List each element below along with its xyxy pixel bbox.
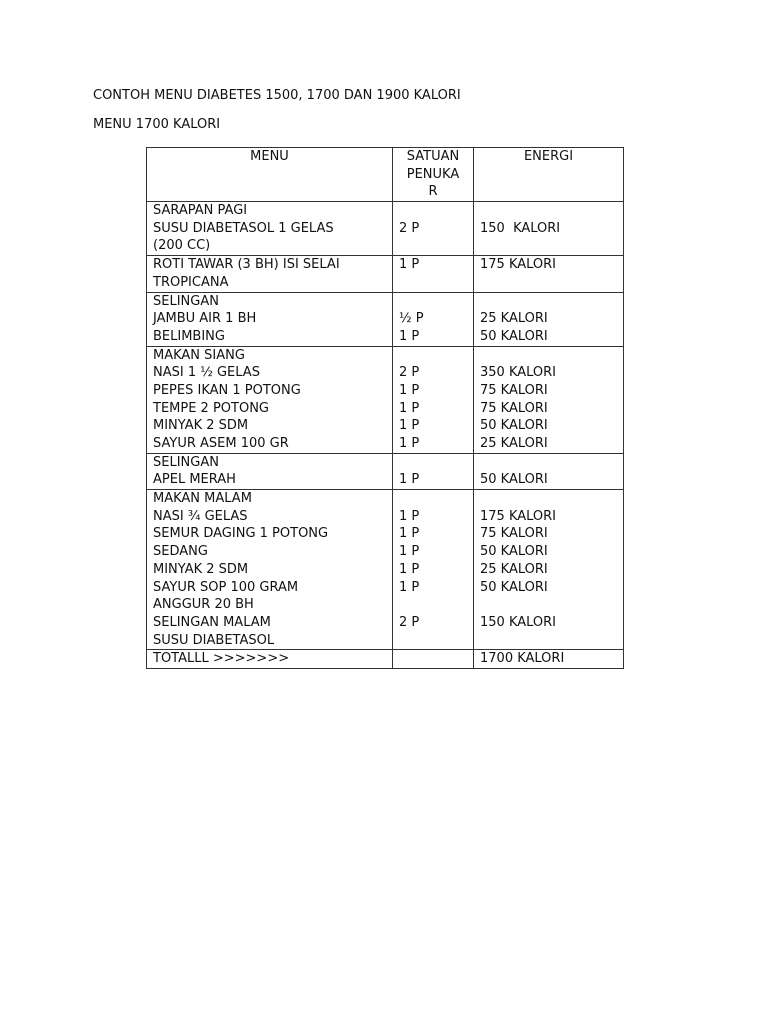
energi-line bbox=[480, 237, 617, 255]
energi-line bbox=[480, 454, 617, 472]
energi-line: 50 KALORI bbox=[480, 328, 548, 344]
menu-cell bbox=[147, 292, 393, 346]
satuan-line: 1 P bbox=[399, 508, 420, 524]
satuan-line: 2 P bbox=[399, 614, 420, 630]
energi-cell bbox=[474, 490, 624, 650]
menu-line: TROPICANA bbox=[153, 274, 229, 290]
satuan-line bbox=[399, 490, 467, 508]
satuan-line: 1 P bbox=[399, 579, 420, 595]
table-row bbox=[147, 490, 624, 650]
header-energi: ENERGI bbox=[474, 148, 624, 202]
menu-line: SELINGAN bbox=[153, 293, 219, 309]
satuan-cell bbox=[393, 202, 474, 256]
satuan-line bbox=[399, 293, 467, 311]
satuan-line: 1 P bbox=[399, 400, 420, 416]
menu-line: NASI 1 ½ GELAS bbox=[153, 365, 260, 381]
satuan-cell bbox=[393, 650, 474, 669]
satuan-line: 2 P bbox=[399, 220, 420, 236]
header-satuan-line: PENUKA bbox=[406, 166, 460, 182]
energi-line: 75 KALORI bbox=[480, 400, 548, 416]
menu-line: SUSU DIABETASOL 1 GELAS bbox=[153, 220, 334, 236]
menu-line: APEL MERAH bbox=[153, 472, 236, 488]
satuan-cell bbox=[393, 490, 474, 650]
energi-cell bbox=[474, 650, 624, 669]
table-row bbox=[147, 292, 624, 346]
document-title: CONTOH MENU DIABETES 1500, 1700 DAN 1900 KALORI bbox=[93, 88, 461, 103]
menu-line: PEPES IKAN 1 POTONG bbox=[153, 382, 301, 398]
menu-line: SELINGAN MALAM bbox=[153, 614, 271, 630]
menu-line: BELIMBING bbox=[153, 328, 225, 344]
header-menu: MENU bbox=[147, 148, 393, 202]
energi-line: 1700 KALORI bbox=[480, 651, 565, 667]
energi-line bbox=[480, 490, 617, 508]
satuan-line: ½ P bbox=[399, 311, 424, 327]
satuan-line bbox=[399, 650, 467, 668]
menu-line: SEDANG bbox=[153, 544, 208, 560]
header-satuan bbox=[393, 148, 474, 202]
satuan-line bbox=[399, 454, 467, 472]
energi-line: 25 KALORI bbox=[480, 311, 548, 327]
menu-line: NASI ¾ GELAS bbox=[153, 508, 248, 524]
satuan-line bbox=[399, 596, 467, 614]
menu-line: MAKAN SIANG bbox=[153, 347, 245, 363]
menu-line: SUSU DIABETASOL bbox=[153, 632, 275, 648]
energi-cell bbox=[474, 202, 624, 256]
energi-line bbox=[480, 347, 617, 365]
satuan-line: 1 P bbox=[399, 544, 420, 560]
energi-line bbox=[480, 202, 617, 220]
menu-cell bbox=[147, 453, 393, 489]
menu-line: ROTI TAWAR (3 BH) ISI SELAI bbox=[153, 257, 340, 273]
energi-line: 175 KALORI bbox=[480, 257, 557, 273]
energi-line bbox=[480, 632, 617, 650]
menu-table bbox=[146, 147, 624, 669]
satuan-line: 1 P bbox=[399, 436, 420, 451]
satuan-line bbox=[399, 632, 467, 650]
energi-line: 75 KALORI bbox=[480, 526, 548, 542]
energi-line: 25 KALORI bbox=[480, 561, 548, 577]
satuan-line: 1 P bbox=[399, 418, 420, 434]
satuan-line bbox=[399, 347, 467, 365]
energi-cell bbox=[474, 292, 624, 346]
satuan-line: 1 P bbox=[399, 328, 420, 344]
energi-line: 150 KALORI bbox=[480, 220, 561, 236]
menu-line: SAYUR ASEM 100 GR bbox=[153, 436, 289, 451]
energi-line bbox=[480, 596, 617, 614]
menu-line: ANGGUR 20 BH bbox=[153, 597, 254, 613]
satuan-line: 1 P bbox=[399, 257, 420, 273]
satuan-line: 2 P bbox=[399, 365, 420, 381]
energi-line: 25 KALORI bbox=[480, 436, 548, 451]
energi-line bbox=[480, 293, 617, 311]
menu-cell bbox=[147, 650, 393, 669]
menu-line: JAMBU AIR 1 BH bbox=[153, 311, 257, 327]
satuan-line bbox=[399, 274, 467, 292]
energi-line: 350 KALORI bbox=[480, 365, 557, 381]
energi-line: 75 KALORI bbox=[480, 382, 548, 398]
satuan-line bbox=[399, 202, 467, 220]
menu-cell bbox=[147, 490, 393, 650]
energi-line: 175 KALORI bbox=[480, 508, 557, 524]
menu-line: SELINGAN bbox=[153, 454, 219, 470]
satuan-line: 1 P bbox=[399, 561, 420, 577]
menu-line: SAYUR SOP 100 GRAM bbox=[153, 579, 299, 595]
menu-line: SARAPAN PAGI bbox=[153, 203, 248, 219]
menu-line: MINYAK 2 SDM bbox=[153, 561, 249, 577]
menu-line: MINYAK 2 SDM bbox=[153, 418, 249, 434]
satuan-line: 1 P bbox=[399, 382, 420, 398]
energi-cell bbox=[474, 256, 624, 292]
satuan-cell bbox=[393, 256, 474, 292]
energi-line bbox=[480, 274, 617, 292]
satuan-line bbox=[399, 237, 467, 255]
energi-line: 50 KALORI bbox=[480, 544, 548, 560]
energi-line: 150 KALORI bbox=[480, 614, 557, 630]
table-row bbox=[147, 346, 624, 453]
table-row bbox=[147, 256, 624, 292]
satuan-line: 1 P bbox=[399, 526, 420, 542]
energi-cell bbox=[474, 346, 624, 453]
menu-line: (200 CC) bbox=[153, 238, 211, 254]
menu-cell bbox=[147, 202, 393, 256]
menu-cell bbox=[147, 256, 393, 292]
energi-line: 50 KALORI bbox=[480, 579, 548, 595]
energi-line: 50 KALORI bbox=[480, 472, 548, 488]
energi-cell bbox=[474, 453, 624, 489]
menu-subtitle: MENU 1700 KALORI bbox=[93, 117, 221, 132]
energi-line: 50 KALORI bbox=[480, 418, 548, 434]
menu-cell bbox=[147, 346, 393, 453]
menu-line: TOTALLL >>>>>>> bbox=[153, 651, 290, 667]
menu-line: TEMPE 2 POTONG bbox=[153, 400, 270, 416]
menu-line: SEMUR DAGING 1 POTONG bbox=[153, 526, 329, 542]
header-satuan-line: SATUAN bbox=[406, 149, 460, 164]
table-row bbox=[147, 202, 624, 256]
satuan-line: 1 P bbox=[399, 472, 420, 488]
menu-line: MAKAN MALAM bbox=[153, 491, 252, 507]
satuan-cell bbox=[393, 346, 474, 453]
satuan-cell bbox=[393, 453, 474, 489]
table-row bbox=[147, 650, 624, 669]
table-header-row bbox=[147, 148, 624, 202]
header-satuan-line: R bbox=[428, 184, 438, 200]
satuan-cell bbox=[393, 292, 474, 346]
table-row bbox=[147, 453, 624, 489]
